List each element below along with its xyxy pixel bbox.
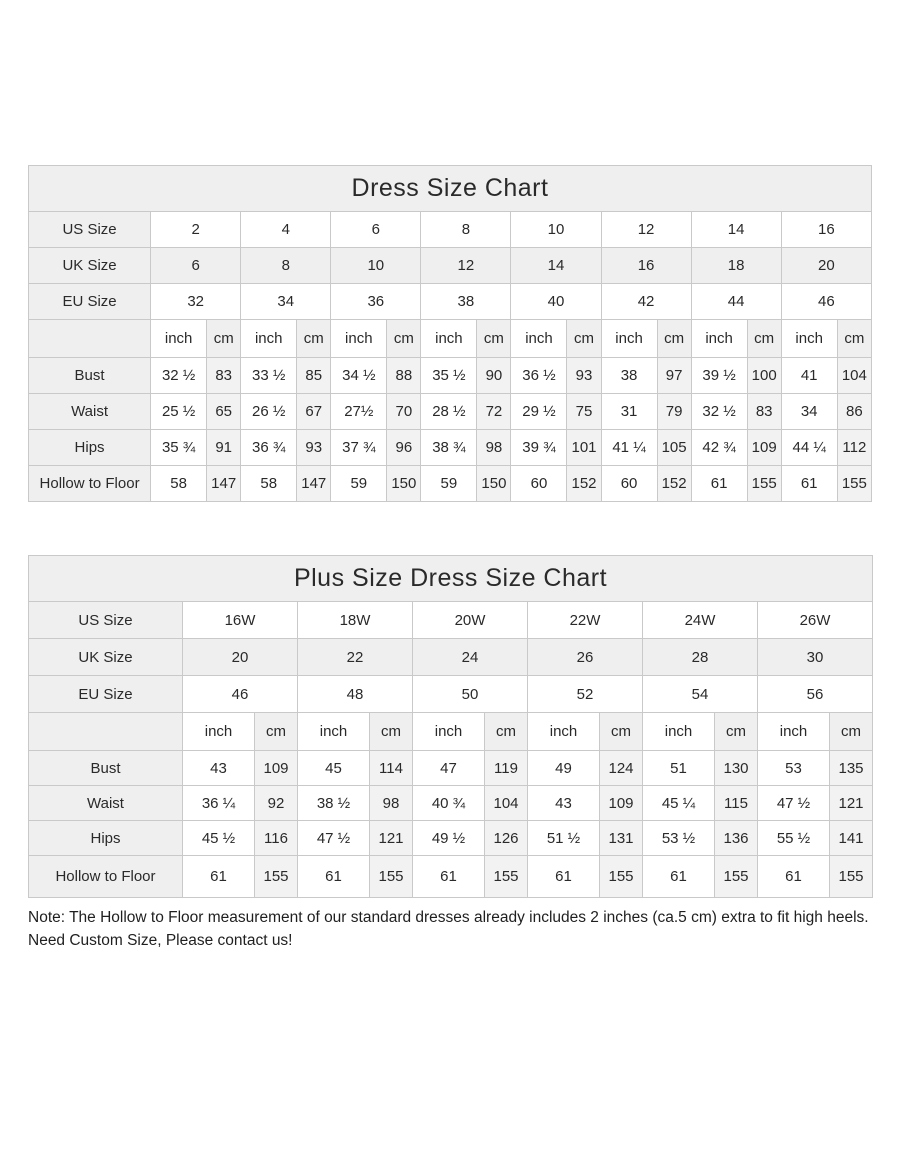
row-label: US Size	[29, 602, 183, 639]
size-value: 10	[511, 212, 601, 248]
unit-inch-header: inch	[413, 713, 485, 751]
measure-value-inch: 39 ½	[691, 358, 747, 394]
size-value: 16	[781, 212, 871, 248]
size-value: 22	[298, 639, 413, 676]
unit-cm-header: cm	[477, 320, 511, 358]
measure-value-inch: 27½	[331, 394, 387, 430]
measure-value-cm: 147	[297, 466, 331, 502]
unit-inch-header: inch	[241, 320, 297, 358]
measure-row	[29, 466, 872, 502]
measure-value-cm: 79	[657, 394, 691, 430]
unit-inch-header: inch	[691, 320, 747, 358]
measure-value-inch: 61	[781, 466, 837, 502]
row-label: Hollow to Floor	[29, 856, 183, 898]
size-value: 40	[511, 284, 601, 320]
size-value: 6	[331, 212, 421, 248]
unit-inch-header: inch	[528, 713, 600, 751]
unit-cm-header: cm	[370, 713, 413, 751]
measure-value-cm: 150	[477, 466, 511, 502]
row-label: UK Size	[29, 639, 183, 676]
measure-value-cm: 85	[297, 358, 331, 394]
measure-value-inch: 42 ¾	[691, 430, 747, 466]
measure-value-cm: 90	[477, 358, 511, 394]
measure-value-cm: 83	[207, 358, 241, 394]
measure-value-cm: 75	[567, 394, 601, 430]
size-value: 2	[151, 212, 241, 248]
measure-value-inch: 60	[601, 466, 657, 502]
size-row	[29, 602, 873, 639]
measure-row	[29, 751, 873, 786]
row-label: Hollow to Floor	[29, 466, 151, 502]
row-label: Bust	[29, 751, 183, 786]
size-value: 12	[421, 248, 511, 284]
measure-value-cm: 114	[370, 751, 413, 786]
measure-value-inch: 59	[331, 466, 387, 502]
unit-cm-header: cm	[255, 713, 298, 751]
measure-value-cm: 72	[477, 394, 511, 430]
table-title-row	[29, 556, 873, 602]
unit-inch-header: inch	[511, 320, 567, 358]
size-value: 42	[601, 284, 691, 320]
size-value: 38	[421, 284, 511, 320]
measure-value-inch: 39 ¾	[511, 430, 567, 466]
row-label: Waist	[29, 394, 151, 430]
measure-value-inch: 33 ½	[241, 358, 297, 394]
unit-inch-header: inch	[781, 320, 837, 358]
unit-inch-header: inch	[758, 713, 830, 751]
measure-value-inch: 35 ¾	[151, 430, 207, 466]
measure-value-cm: 152	[657, 466, 691, 502]
size-value: 8	[421, 212, 511, 248]
measure-row	[29, 430, 872, 466]
measure-value-inch: 47 ½	[298, 821, 370, 856]
unit-cm-header: cm	[715, 713, 758, 751]
size-value: 8	[241, 248, 331, 284]
measure-value-inch: 49	[528, 751, 600, 786]
size-value: 20	[781, 248, 871, 284]
row-label: Bust	[29, 358, 151, 394]
measure-value-inch: 61	[758, 856, 830, 898]
measure-value-inch: 34 ½	[331, 358, 387, 394]
measure-value-cm: 124	[600, 751, 643, 786]
size-value: 52	[528, 676, 643, 713]
size-value: 18	[691, 248, 781, 284]
measure-value-inch: 49 ½	[413, 821, 485, 856]
unit-inch-header: inch	[183, 713, 255, 751]
measure-value-inch: 45 ¼	[643, 786, 715, 821]
size-value: 56	[758, 676, 873, 713]
measure-value-inch: 55 ½	[758, 821, 830, 856]
measure-value-cm: 155	[370, 856, 413, 898]
size-value: 26	[528, 639, 643, 676]
size-row	[29, 284, 872, 320]
measure-value-inch: 61	[691, 466, 747, 502]
size-value: 46	[781, 284, 871, 320]
table-title-row	[29, 166, 872, 212]
measure-value-inch: 43	[183, 751, 255, 786]
size-value: 16	[601, 248, 691, 284]
measure-value-inch: 41	[781, 358, 837, 394]
measure-value-cm: 155	[747, 466, 781, 502]
row-label: EU Size	[29, 284, 151, 320]
unit-header-row	[29, 713, 873, 751]
measure-row	[29, 394, 872, 430]
size-chart-grid	[28, 165, 872, 502]
measure-value-cm: 152	[567, 466, 601, 502]
measure-value-cm: 93	[567, 358, 601, 394]
size-value: 48	[298, 676, 413, 713]
size-chart-grid	[28, 555, 873, 898]
unit-cm-header: cm	[485, 713, 528, 751]
measure-value-cm: 109	[747, 430, 781, 466]
size-row	[29, 639, 873, 676]
measure-value-inch: 47	[413, 751, 485, 786]
measure-value-cm: 116	[255, 821, 298, 856]
measure-value-cm: 155	[837, 466, 871, 502]
measure-value-inch: 60	[511, 466, 567, 502]
measure-value-cm: 150	[387, 466, 421, 502]
unit-header-row	[29, 320, 872, 358]
measure-value-cm: 121	[830, 786, 873, 821]
unit-inch-header: inch	[298, 713, 370, 751]
measure-value-cm: 136	[715, 821, 758, 856]
measure-value-inch: 61	[183, 856, 255, 898]
size-value: 20	[183, 639, 298, 676]
measure-value-inch: 44 ¼	[781, 430, 837, 466]
size-value: 14	[691, 212, 781, 248]
size-value: 28	[643, 639, 758, 676]
measure-value-inch: 26 ½	[241, 394, 297, 430]
measure-value-inch: 61	[413, 856, 485, 898]
unit-cm-header: cm	[657, 320, 691, 358]
row-label: Hips	[29, 821, 183, 856]
size-value: 46	[183, 676, 298, 713]
measure-value-cm: 101	[567, 430, 601, 466]
measure-value-inch: 38	[601, 358, 657, 394]
unit-inch-header: inch	[331, 320, 387, 358]
measure-value-inch: 37 ¾	[331, 430, 387, 466]
measure-value-cm: 67	[297, 394, 331, 430]
size-value: 22W	[528, 602, 643, 639]
measure-value-inch: 38 ½	[298, 786, 370, 821]
unit-inch-header: inch	[601, 320, 657, 358]
measure-value-inch: 29 ½	[511, 394, 567, 430]
unit-cm-header: cm	[837, 320, 871, 358]
size-value: 24W	[643, 602, 758, 639]
measure-value-cm: 96	[387, 430, 421, 466]
table-title: Dress Size Chart	[29, 166, 872, 212]
measure-value-cm: 83	[747, 394, 781, 430]
size-value: 12	[601, 212, 691, 248]
size-value: 10	[331, 248, 421, 284]
plus-size-table	[28, 555, 872, 898]
measure-value-inch: 36 ¼	[183, 786, 255, 821]
size-value: 50	[413, 676, 528, 713]
measure-value-cm: 70	[387, 394, 421, 430]
size-value: 18W	[298, 602, 413, 639]
measure-value-cm: 104	[485, 786, 528, 821]
size-row	[29, 212, 872, 248]
measure-value-cm: 88	[387, 358, 421, 394]
measure-value-inch: 61	[298, 856, 370, 898]
size-value: 54	[643, 676, 758, 713]
measure-value-cm: 155	[600, 856, 643, 898]
size-value: 32	[151, 284, 241, 320]
measure-value-cm: 141	[830, 821, 873, 856]
measure-value-inch: 31	[601, 394, 657, 430]
measure-value-inch: 45	[298, 751, 370, 786]
size-row	[29, 676, 873, 713]
unit-cm-header: cm	[600, 713, 643, 751]
measure-value-cm: 119	[485, 751, 528, 786]
unit-cm-header: cm	[387, 320, 421, 358]
size-value: 36	[331, 284, 421, 320]
measure-value-inch: 35 ½	[421, 358, 477, 394]
measure-value-inch: 45 ½	[183, 821, 255, 856]
measure-value-inch: 47 ½	[758, 786, 830, 821]
size-value: 30	[758, 639, 873, 676]
unit-cm-header: cm	[567, 320, 601, 358]
unit-inch-header: inch	[151, 320, 207, 358]
measure-value-inch: 59	[421, 466, 477, 502]
corner-cell	[29, 320, 151, 358]
standard-size-table	[28, 165, 872, 502]
measure-value-inch: 51	[643, 751, 715, 786]
measure-value-inch: 32 ½	[151, 358, 207, 394]
size-value: 4	[241, 212, 331, 248]
unit-inch-header: inch	[643, 713, 715, 751]
measure-value-inch: 43	[528, 786, 600, 821]
measure-value-cm: 104	[837, 358, 871, 394]
measure-value-inch: 36 ½	[511, 358, 567, 394]
measure-value-cm: 155	[715, 856, 758, 898]
row-label: UK Size	[29, 248, 151, 284]
size-value: 16W	[183, 602, 298, 639]
size-value: 24	[413, 639, 528, 676]
measure-value-cm: 131	[600, 821, 643, 856]
measure-value-inch: 53 ½	[643, 821, 715, 856]
row-label: Hips	[29, 430, 151, 466]
measure-value-cm: 135	[830, 751, 873, 786]
footnote	[28, 906, 876, 952]
size-value: 6	[151, 248, 241, 284]
measure-value-inch: 36 ¾	[241, 430, 297, 466]
measure-value-cm: 115	[715, 786, 758, 821]
size-value: 14	[511, 248, 601, 284]
unit-cm-header: cm	[747, 320, 781, 358]
measure-value-cm: 155	[255, 856, 298, 898]
measure-value-cm: 98	[477, 430, 511, 466]
measure-value-cm: 155	[830, 856, 873, 898]
row-label: Waist	[29, 786, 183, 821]
measure-row	[29, 821, 873, 856]
note-text: Note: The Hollow to Floor measurement of our standard dresses already includes 2 inches (ca.5 cm) extra to fit high heels.	[28, 909, 869, 926]
size-row	[29, 248, 872, 284]
corner-cell	[29, 713, 183, 751]
measure-row	[29, 856, 873, 898]
measure-value-inch: 53	[758, 751, 830, 786]
measure-value-cm: 109	[600, 786, 643, 821]
measure-value-cm: 100	[747, 358, 781, 394]
unit-cm-header: cm	[830, 713, 873, 751]
measure-value-cm: 65	[207, 394, 241, 430]
measure-value-inch: 32 ½	[691, 394, 747, 430]
measure-value-cm: 130	[715, 751, 758, 786]
unit-cm-header: cm	[297, 320, 331, 358]
row-label: US Size	[29, 212, 151, 248]
measure-value-inch: 38 ¾	[421, 430, 477, 466]
size-value: 44	[691, 284, 781, 320]
table-title: Plus Size Dress Size Chart	[29, 556, 873, 602]
measure-value-cm: 93	[297, 430, 331, 466]
measure-value-cm: 91	[207, 430, 241, 466]
measure-value-inch: 61	[643, 856, 715, 898]
measure-value-cm: 98	[370, 786, 413, 821]
custom-size-text: Need Custom Size, Please contact us!	[28, 932, 293, 949]
measure-value-inch: 25 ½	[151, 394, 207, 430]
unit-inch-header: inch	[421, 320, 477, 358]
measure-value-cm: 147	[207, 466, 241, 502]
measure-value-inch: 51 ½	[528, 821, 600, 856]
measure-value-cm: 109	[255, 751, 298, 786]
measure-value-cm: 86	[837, 394, 871, 430]
measure-value-cm: 121	[370, 821, 413, 856]
measure-value-cm: 112	[837, 430, 871, 466]
unit-cm-header: cm	[207, 320, 241, 358]
row-label: EU Size	[29, 676, 183, 713]
measure-row	[29, 786, 873, 821]
measure-value-inch: 58	[241, 466, 297, 502]
measure-value-inch: 40 ¾	[413, 786, 485, 821]
measure-value-cm: 155	[485, 856, 528, 898]
measure-value-inch: 61	[528, 856, 600, 898]
measure-value-cm: 92	[255, 786, 298, 821]
measure-value-cm: 97	[657, 358, 691, 394]
measure-value-inch: 28 ½	[421, 394, 477, 430]
size-value: 26W	[758, 602, 873, 639]
size-value: 34	[241, 284, 331, 320]
size-value: 20W	[413, 602, 528, 639]
measure-row	[29, 358, 872, 394]
measure-value-cm: 126	[485, 821, 528, 856]
measure-value-inch: 41 ¼	[601, 430, 657, 466]
measure-value-inch: 58	[151, 466, 207, 502]
measure-value-inch: 34	[781, 394, 837, 430]
measure-value-cm: 105	[657, 430, 691, 466]
